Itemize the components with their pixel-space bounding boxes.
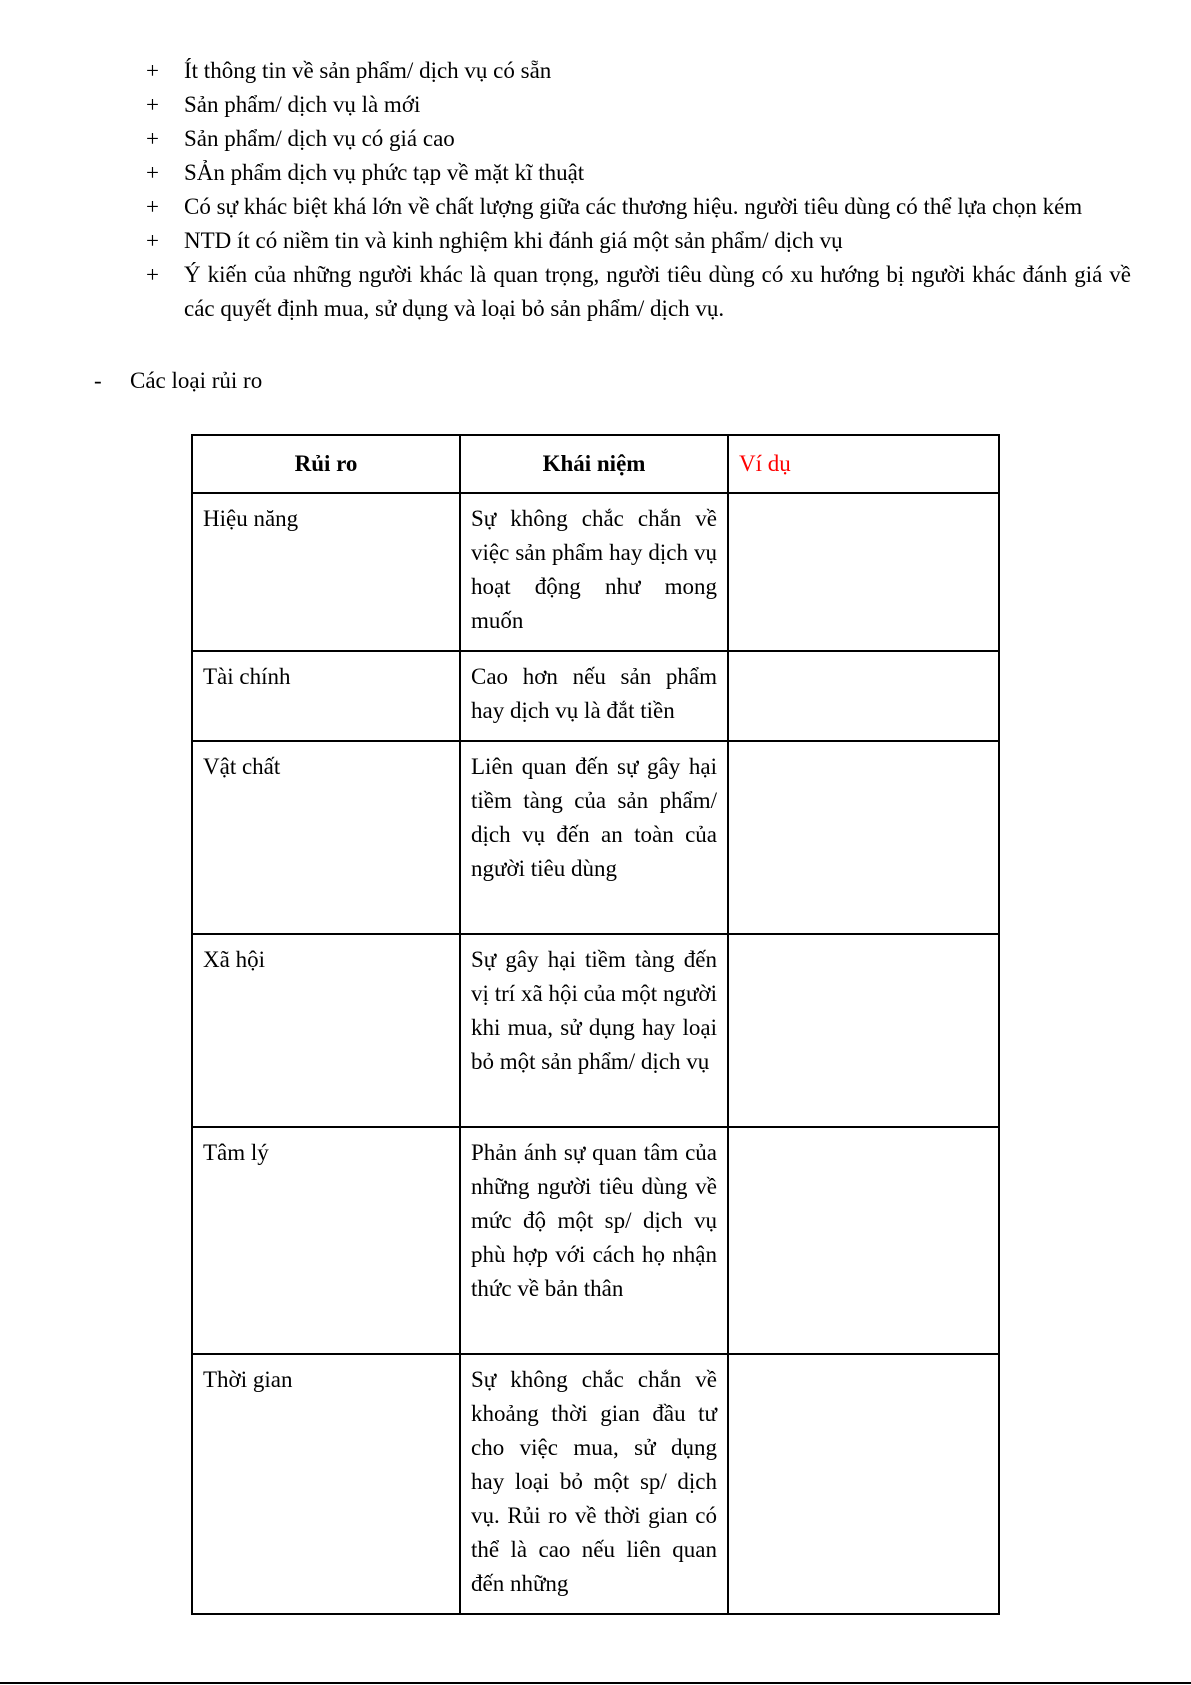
bullet-mark: + xyxy=(146,160,159,185)
bullet-item xyxy=(0,258,1191,326)
concept-cell: Sự không chắc chắn về khoảng thời gian đầu tư cho việc mua, sử dụng hay loại bỏ một sp/ dịch vụ. Rủi ro về thời gian có thể là cao nếu liên quan đến những xyxy=(460,1354,728,1614)
bullet-text: NTD ít có niềm tin và kinh nghiệm khi đánh giá một sản phẩm/ dịch vụ xyxy=(184,228,843,253)
table-row xyxy=(192,493,999,651)
table-row xyxy=(192,1127,999,1354)
risk-table xyxy=(191,434,1000,1615)
bullet-item xyxy=(0,190,1191,224)
column-header-risk: Rủi ro xyxy=(192,435,460,493)
bullet-text: Sản phẩm/ dịch vụ là mới xyxy=(184,92,421,117)
bullet-item xyxy=(0,122,1191,156)
bullet-text: Ít thông tin về sản phẩm/ dịch vụ có sẵn xyxy=(184,58,552,83)
bullet-item xyxy=(0,88,1191,122)
concept-cell: Phản ánh sự quan tâm của những người tiêu dùng về mức độ một sp/ dịch vụ phù hợp với cách họ nhận thức về bản thân xyxy=(460,1127,728,1354)
example-cell xyxy=(728,1354,999,1614)
table-header-row xyxy=(192,435,999,493)
table-row xyxy=(192,934,999,1127)
concept-cell: Liên quan đến sự gây hại tiềm tàng của sản phẩm/ dịch vụ đến an toàn của người tiêu dùng xyxy=(460,741,728,934)
bullet-text: Sản phẩm/ dịch vụ có giá cao xyxy=(184,126,455,151)
bullet-text: SẢn phẩm dịch vụ phức tạp về mặt kĩ thuật xyxy=(184,160,585,185)
bullet-item xyxy=(0,156,1191,190)
risk-cell: Hiệu năng xyxy=(192,493,460,651)
column-header-concept: Khái niệm xyxy=(460,435,728,493)
bullet-text: Có sự khác biệt khá lớn về chất lượng giữa các thương hiệu. người tiêu dùng có thể lựa chọn kém xyxy=(184,194,1083,219)
bullet-mark: + xyxy=(146,126,159,151)
risk-cell: Tâm lý xyxy=(192,1127,460,1354)
example-cell xyxy=(728,741,999,934)
column-header-example: Ví dụ xyxy=(728,435,999,493)
bullet-mark: + xyxy=(146,228,159,253)
bullet-mark: + xyxy=(146,92,159,117)
bullet-item xyxy=(0,224,1191,258)
bullet-mark: + xyxy=(146,58,159,83)
bullet-mark: + xyxy=(146,262,159,287)
example-cell xyxy=(728,493,999,651)
page-bottom-rule xyxy=(0,1682,1191,1684)
bullet-item xyxy=(0,54,1191,88)
risk-cell: Xã hội xyxy=(192,934,460,1127)
example-cell xyxy=(728,651,999,741)
risk-cell: Tài chính xyxy=(192,651,460,741)
concept-cell: Cao hơn nếu sản phẩm hay dịch vụ là đắt tiền xyxy=(460,651,728,741)
table-row xyxy=(192,651,999,741)
risk-cell: Thời gian xyxy=(192,1354,460,1614)
example-cell xyxy=(728,934,999,1127)
concept-cell: Sự gây hại tiềm tàng đến vị trí xã hội của một người khi mua, sử dụng hay loại bỏ một sản phẩm/ dịch vụ xyxy=(460,934,728,1127)
dash-mark: - xyxy=(94,368,102,393)
table-row xyxy=(192,1354,999,1614)
table-row xyxy=(192,741,999,934)
bullet-text: Ý kiến của những người khác là quan trọng, người tiêu dùng có xu hướng bị người khác đánh giá về các quyết định mua, sử dụng và loại bỏ sản phẩm/ dịch vụ. xyxy=(184,262,1131,321)
example-cell xyxy=(728,1127,999,1354)
bullet-list xyxy=(0,54,1191,326)
bullet-mark: + xyxy=(146,194,159,219)
concept-cell: Sự không chắc chắn về việc sản phẩm hay dịch vụ hoạt động như mong muốn xyxy=(460,493,728,651)
risk-cell: Vật chất xyxy=(192,741,460,934)
section-heading: Các loại rủi ro xyxy=(130,368,263,393)
